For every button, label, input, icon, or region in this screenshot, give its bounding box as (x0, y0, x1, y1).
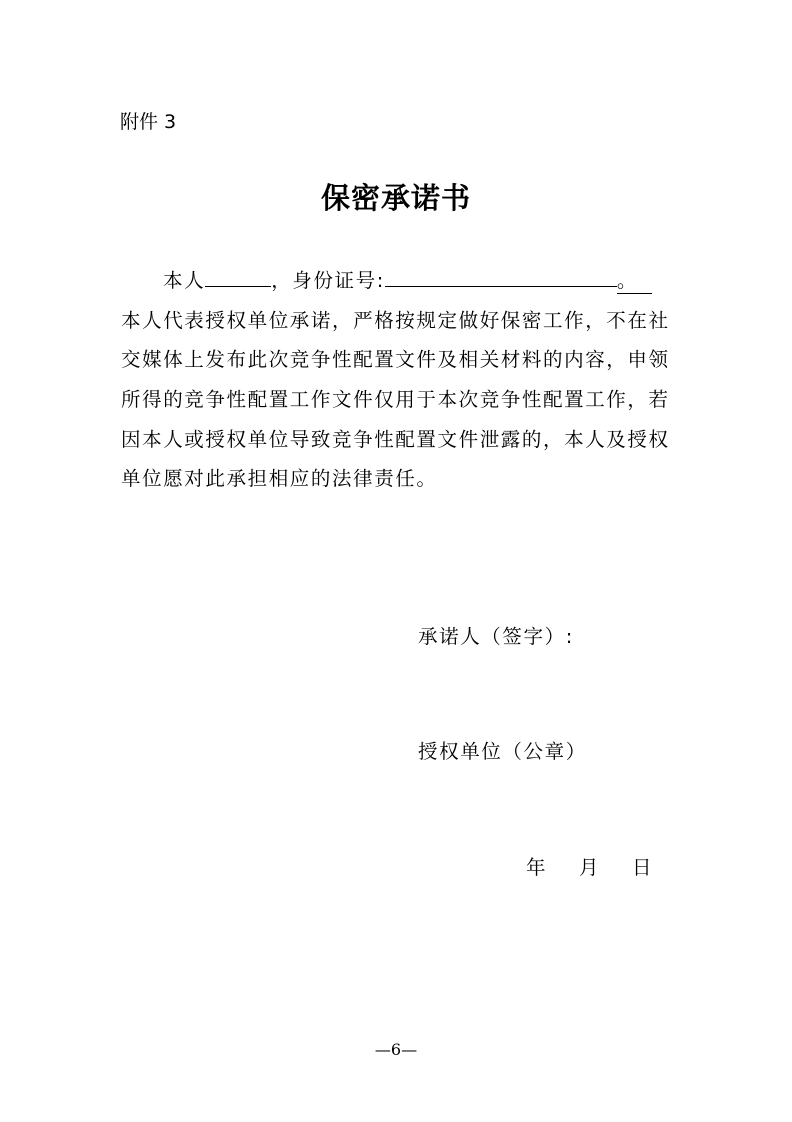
page-number: —6— (374, 1040, 418, 1059)
date-month: 月 (579, 856, 599, 879)
id-number-blank[interactable] (385, 266, 617, 287)
body-line-5: 单位愿对此承担相应的法律责任。 (121, 467, 438, 490)
name-blank[interactable] (205, 266, 271, 287)
end-mark: 。 (617, 265, 652, 294)
intro-line (163, 265, 652, 294)
person-label: 本人 (163, 269, 206, 292)
body-line-3: 所得的竞争性配置工作文件仅用于本次竞争性配置工作，若 (121, 388, 670, 411)
unit-seal-label: 授权单位（公章） (418, 740, 587, 763)
date-year: 年 (526, 856, 546, 879)
separator: ， (271, 269, 293, 292)
document-title: 保密承诺书 (320, 181, 471, 215)
body-line-2: 交媒体上发布此次竞争性配置文件及相关材料的内容，申领 (121, 348, 670, 371)
body-line-4: 因本人或授权单位导致竞争性配置文件泄露的，本人及授权 (121, 428, 670, 451)
date-day: 日 (632, 856, 652, 879)
attachment-label: 附件 3 (120, 111, 177, 133)
id-label: 身份证号: (292, 269, 385, 292)
promisor-signature-label: 承诺人（签字）: (418, 625, 574, 648)
body-line-1: 本人代表授权单位承诺，严格按规定做好保密工作，不在社 (121, 309, 670, 332)
